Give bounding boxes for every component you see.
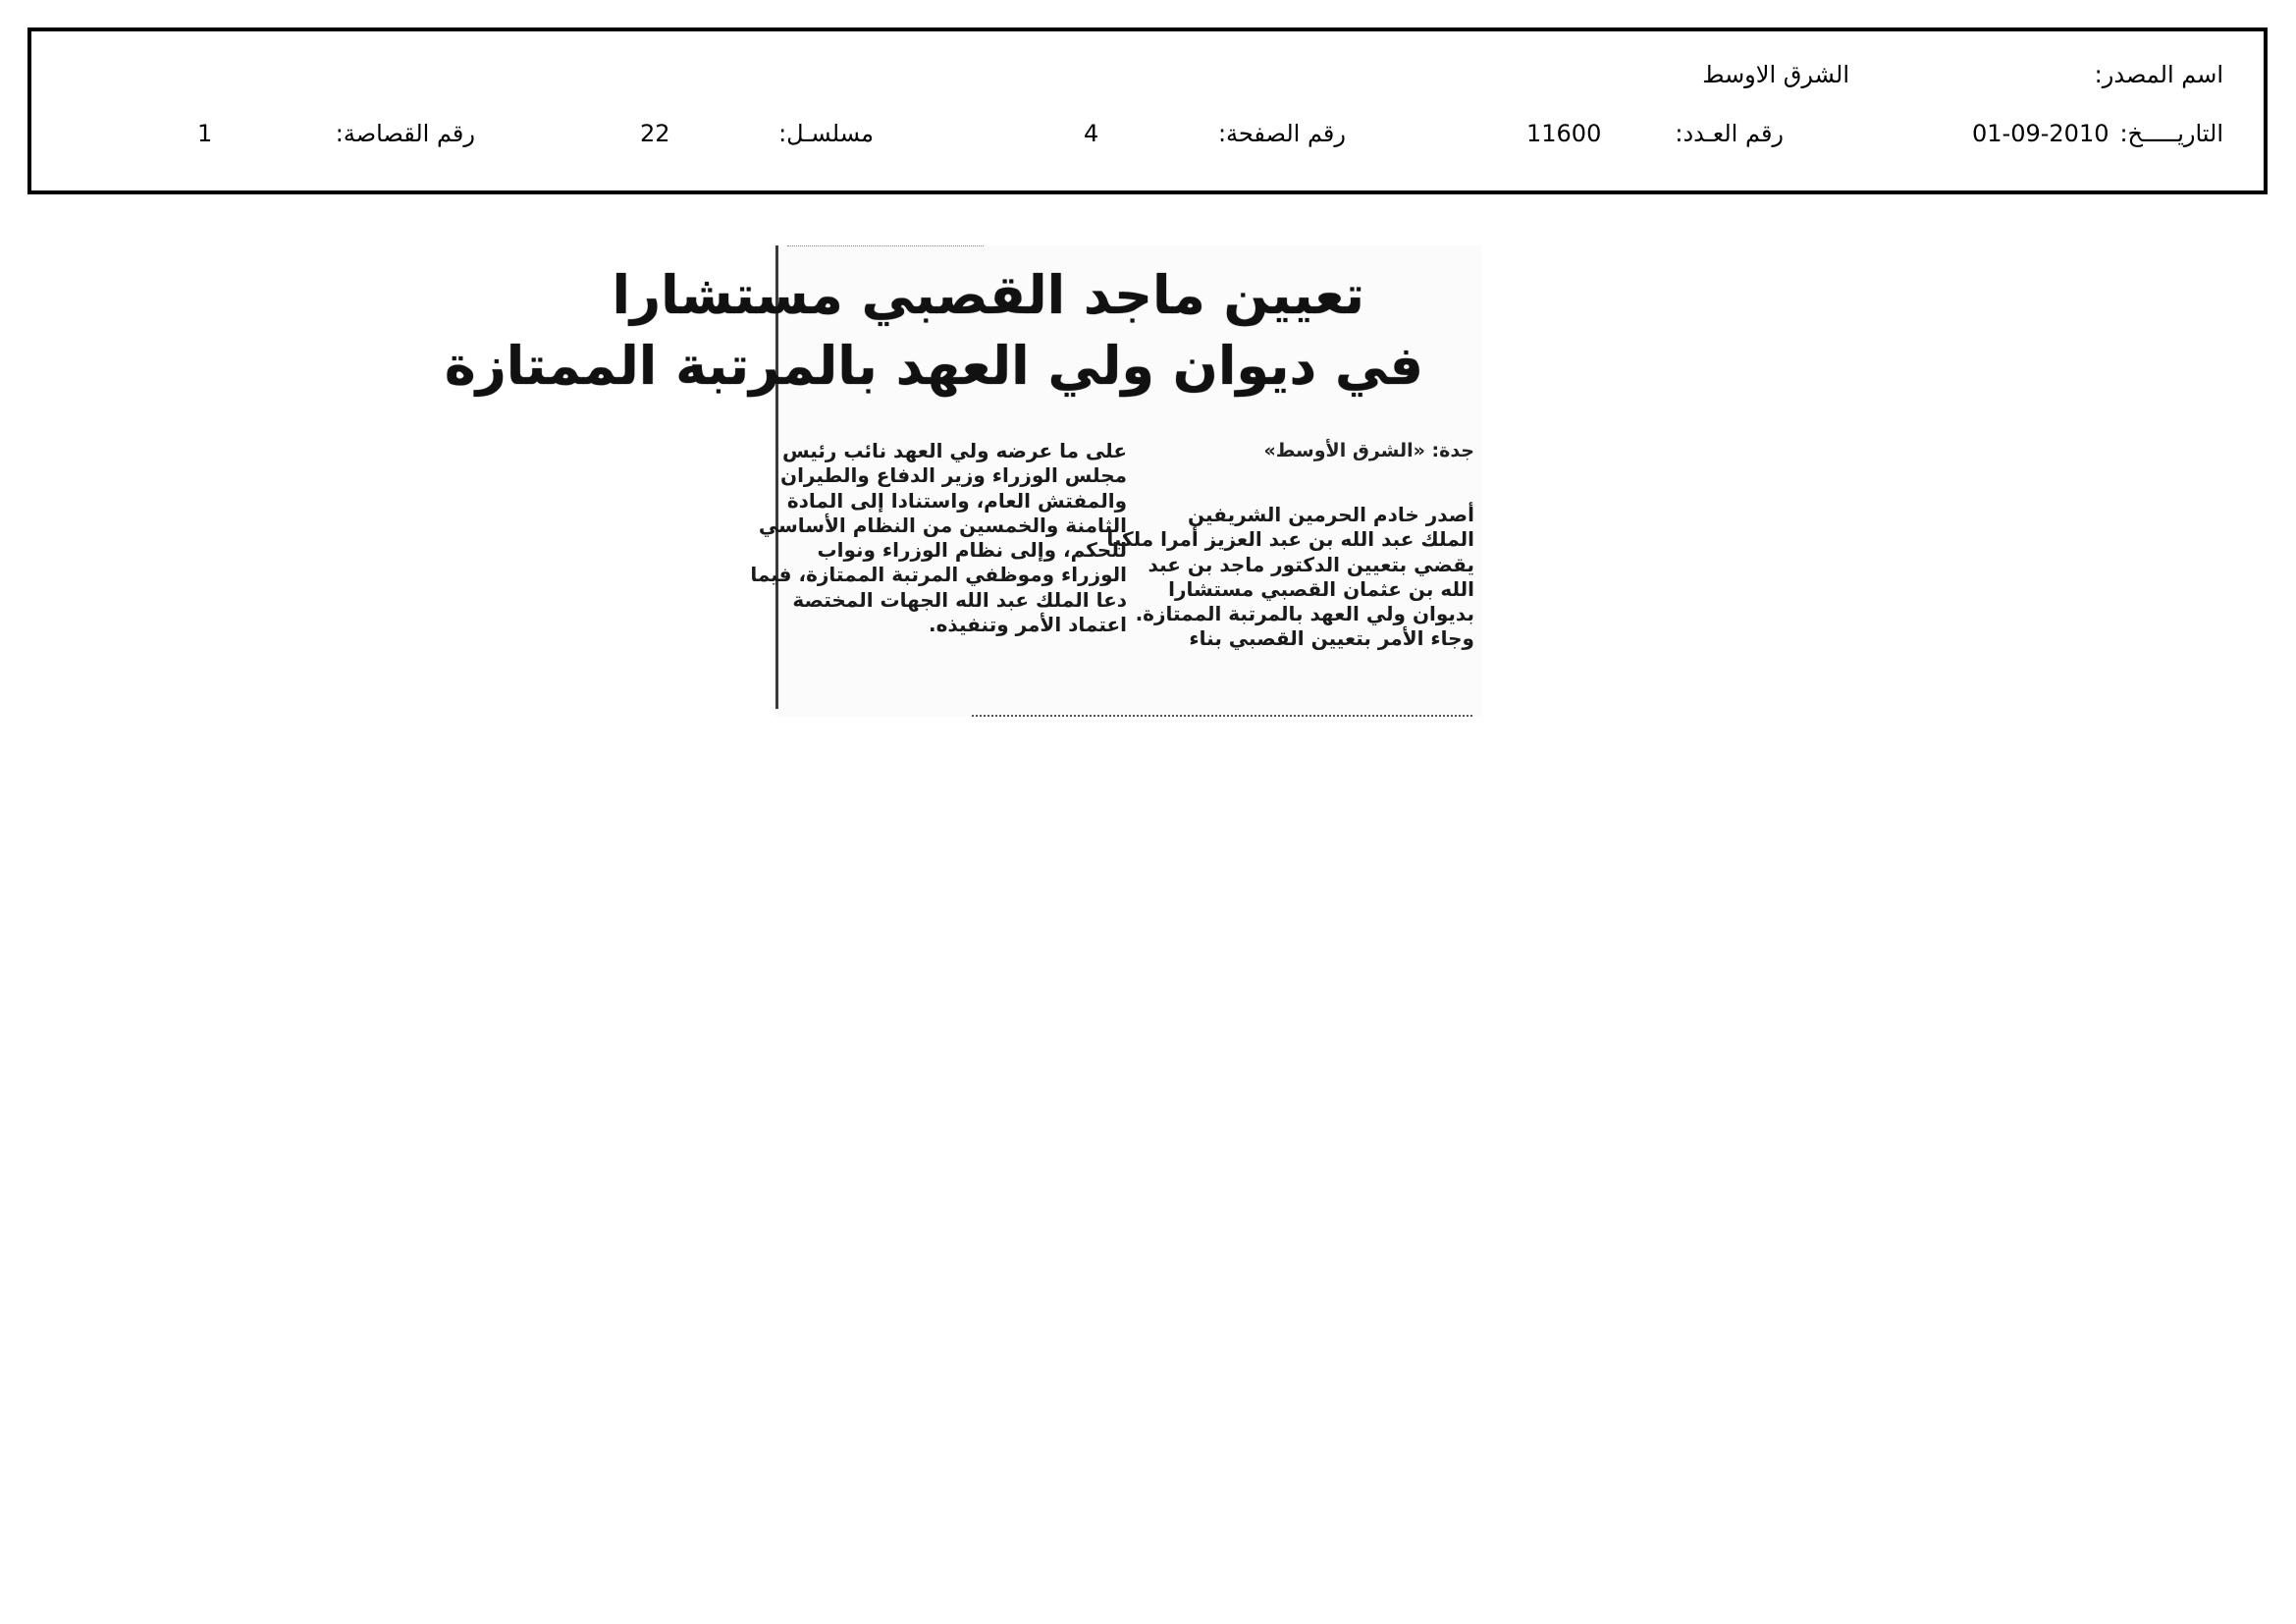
source-value: الشرق الاوسط bbox=[1702, 61, 1849, 88]
issue-value: 11600 bbox=[1526, 120, 1602, 147]
dateline: جدة: «الشرق الأوسط» bbox=[1263, 440, 1474, 461]
issue-label: رقم العـدد: bbox=[1675, 120, 1784, 147]
article-line: دعا الملك عبد الله الجهات المختصة bbox=[792, 587, 1127, 612]
clipping-bottom-border bbox=[972, 715, 1472, 717]
metadata-box bbox=[27, 27, 2268, 194]
article-line: والمفتش العام، واستنادا إلى المادة bbox=[786, 488, 1127, 513]
page-label: رقم الصفحة: bbox=[1217, 120, 1346, 147]
article-line: اعتماد الأمر وتنفيذه. bbox=[929, 613, 1127, 637]
article-column-right bbox=[1106, 503, 1474, 652]
serial-value: 22 bbox=[640, 120, 670, 147]
clip-number-value: 1 bbox=[197, 120, 213, 147]
article-line: وجاء الأمر بتعيين القصبي بناء bbox=[1189, 626, 1474, 651]
headline-line-2: في ديوان ولي العهد بالمرتبة الممتازة bbox=[444, 335, 1423, 397]
headline-line-1: تعيين ماجد القصبي مستشارا bbox=[612, 264, 1364, 326]
article-line: الملك عبد الله بن عبد العزيز أمرا ملكيا bbox=[1106, 527, 1474, 552]
article-line: على ما عرضه ولي العهد نائب رئيس bbox=[781, 439, 1127, 462]
newspaper-clipping bbox=[444, 245, 1482, 717]
article-line: بديوان ولي العهد بالمرتبة الممتازة. bbox=[1135, 602, 1474, 626]
article-line: مجلس الوزراء وزير الدفاع والطيران bbox=[780, 463, 1127, 488]
article-line: للحكم، وإلى نظام الوزراء ونواب bbox=[817, 538, 1127, 563]
clip-number-label: رقم القصاصة: bbox=[335, 120, 475, 147]
article-line: الثامنة والخمسين من النظام الأساسي bbox=[758, 513, 1127, 537]
date-value: 01-09-2010 bbox=[1972, 120, 2109, 147]
page-value: 4 bbox=[1084, 120, 1099, 147]
serial-label: مسلسـل: bbox=[778, 120, 874, 147]
article-line: الوزراء وموظفي المرتبة الممتازة، فيما bbox=[750, 563, 1127, 587]
article-line: يقضي بتعيين الدكتور ماجد بن عبد bbox=[1148, 552, 1474, 576]
article-line: الله بن عثمان القصبي مستشارا bbox=[1168, 576, 1474, 601]
article-column-left bbox=[750, 439, 1127, 637]
article-line: أصدر خادم الحرمين الشريفين bbox=[1188, 503, 1474, 526]
clipping-top-border bbox=[787, 245, 984, 246]
date-label: التاريـــــخ: bbox=[2119, 120, 2223, 147]
source-label: اسم المصدر: bbox=[2094, 61, 2223, 88]
